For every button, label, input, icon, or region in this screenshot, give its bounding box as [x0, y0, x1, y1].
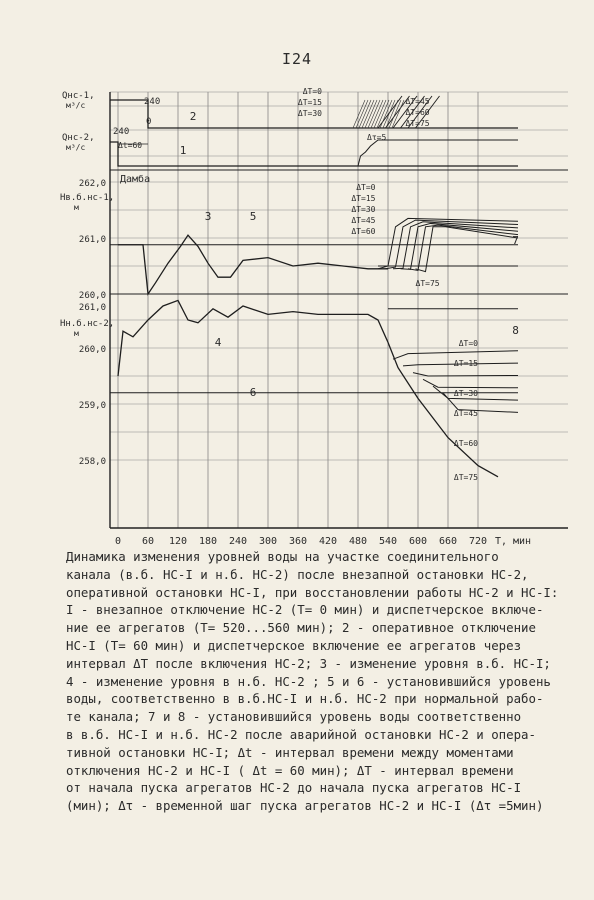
- dT-fan-vb: [408, 225, 518, 270]
- dam-label: Дамба: [120, 174, 151, 185]
- dT-label-nb: ΔT=75: [453, 473, 478, 482]
- dT-label-vb: ΔT=60: [351, 227, 376, 236]
- caption-line: Динамика изменения уровней воды на участке соединительного: [66, 549, 499, 564]
- dT-label-q: ΔT=45: [405, 97, 430, 106]
- caption-line: канала (в.б. НС-I и н.б. НС-2) после внезапной остановки НС-2,: [66, 566, 529, 582]
- y-label-h-nb: Нн.б.нс-2,: [60, 319, 115, 329]
- y-tick-label: 261,0: [78, 235, 106, 245]
- x-tick-label: 60: [141, 536, 155, 547]
- y-tick-label: 261,0: [78, 303, 106, 313]
- x-tick-label: 240: [228, 536, 248, 547]
- caption-line: тивной остановки НС-I; Δt - интервал времени между моментами: [66, 744, 514, 760]
- curve-hs2-restart: [348, 140, 518, 166]
- x-tick-label: 720: [468, 536, 488, 547]
- figure-chart: [0, 70, 594, 548]
- hatch-line: [392, 100, 404, 128]
- curve-number-label: 1: [179, 144, 187, 157]
- dT-label-vb: ΔT=15: [351, 194, 376, 203]
- caption-line: интервал ΔТ после включения НС-2; 3 - изменение уровня в.б. НС-I;: [66, 655, 551, 671]
- dT-label-nb: ΔT=15: [453, 359, 478, 368]
- q-label-240-bottom: 240: [113, 127, 130, 137]
- caption-line: от начала пуска агрегатов НС-2 до начала пуска агрегатов НС-I: [66, 780, 522, 796]
- y-label-h-vb-unit: м: [74, 203, 79, 212]
- caption-line: в в.б. НС-I и н.б. НС-2 после аварийной остановки НС-2 и опера-: [66, 726, 536, 742]
- figure-caption: [66, 548, 578, 815]
- x-axis-label: T, мин: [494, 536, 532, 547]
- dT-label-q: ΔT=30: [297, 109, 322, 118]
- dT-label-vb: ΔT=75: [415, 279, 440, 288]
- curves: [110, 96, 518, 477]
- x-tick-label: 300: [258, 536, 278, 547]
- x-tick-label: 540: [378, 536, 398, 547]
- dT-label-q: ΔT=75: [405, 119, 430, 128]
- y-tick-label: 259,0: [78, 401, 106, 411]
- q-label-0: 0: [146, 117, 152, 127]
- curve-number-label: 4: [214, 336, 222, 349]
- y-label-h-vb: Нв.б.нс-1,: [60, 193, 115, 203]
- hatch-line: [365, 100, 377, 128]
- curve-number-label: 2: [189, 110, 197, 123]
- axes: [110, 92, 568, 528]
- dT-label-nb: ΔT=30: [453, 389, 478, 398]
- hatch-line: [362, 100, 374, 128]
- q-label-dt: Δt=60: [118, 141, 143, 150]
- hatch-line: [380, 100, 392, 128]
- x-tick-label: 600: [408, 536, 428, 547]
- dT-label-q: ΔT=15: [297, 98, 322, 107]
- hatch-line: [368, 100, 380, 128]
- x-tick-label: 660: [438, 536, 458, 547]
- caption-line: ние ее агрегатов (Т= 520...560 мин); 2 - оперативное отключение: [66, 620, 536, 636]
- hatch-line: [353, 100, 365, 128]
- caption-line: отключения НС-2 и НС-I ( Δt = 60 мин); ΔТ - интервал времени: [66, 762, 514, 778]
- y-label-q-hs1: Qнс-1,: [62, 91, 95, 101]
- x-tick-label: 420: [318, 536, 338, 547]
- caption-line: те канала; 7 и 8 - установившийся уровень воды соответственно: [66, 709, 522, 725]
- curve-4-level-nb: [118, 300, 498, 476]
- dT-label-vb: ΔT=45: [351, 216, 376, 225]
- curve-number-label: 6: [249, 386, 257, 399]
- caption-line: НС-I (Т= 60 мин) и диспетчерское включение ее агрегатов через: [66, 637, 522, 653]
- x-tick-label: 480: [348, 536, 368, 547]
- caption-line: оперативной остановки НС-I, при восстановлении работы НС-2 и НС-I:: [66, 584, 559, 600]
- dT-fan-nb: [423, 379, 518, 387]
- x-tick-label: 0: [114, 536, 122, 547]
- y-label-q-hs1-unit: м³/с: [66, 101, 86, 110]
- hatch-line: [359, 100, 371, 128]
- page-number: I24: [281, 50, 313, 68]
- hatch-line: [389, 100, 401, 128]
- y-tick-label: 258,0: [78, 457, 106, 467]
- dT-label-q: ΔT=60: [405, 108, 430, 117]
- curve-1-q-hs2: [110, 142, 518, 166]
- grid: [110, 92, 568, 528]
- dT-fan-vb: [416, 227, 519, 272]
- y-label-q-hs2: Qнс-2,: [62, 133, 95, 143]
- caption-line: воды, соответственно в в.б.НС-I и н.б. НС-2 при нормальной рабо-: [66, 691, 544, 707]
- y-tick-label: 260,0: [78, 291, 106, 301]
- y-label-q-hs2-unit: м³/с: [66, 143, 86, 152]
- x-tick-label: 180: [198, 536, 218, 547]
- dT-label-q: ΔT=0: [302, 87, 322, 96]
- curve-number-label: 5: [249, 210, 257, 223]
- dT-label-nb: ΔT=45: [453, 409, 478, 418]
- dT-fan-nb: [413, 373, 518, 376]
- curve-number-label: 7: [512, 234, 519, 247]
- dT-label-nb: ΔT=60: [453, 439, 478, 448]
- q-label-dt5: Δτ=5: [367, 133, 387, 142]
- q-label-240-top: 240: [144, 97, 161, 107]
- dT-label-vb: ΔT=0: [356, 183, 376, 192]
- y-label-h-nb-unit: м: [74, 329, 79, 338]
- y-tick-label: 260,0: [78, 345, 106, 355]
- caption-line: (мин); Δτ - временной шаг пуска агрегатов НС-2 и НС-I (Δτ =5мин): [66, 798, 544, 814]
- y-tick-label: 262,0: [78, 179, 106, 189]
- x-tick-label: 120: [168, 536, 188, 547]
- dT-label-nb: ΔT=0: [458, 339, 478, 348]
- caption-line: I - внезапное отключение НС-2 (Т= 0 мин) и диспетчерское включе-: [66, 602, 544, 618]
- hatch-line: [374, 100, 386, 128]
- caption-line: 4 - изменение уровня в н.б. НС-2 ; 5 и 6 - установившийся уровень: [66, 673, 551, 689]
- curve-number-label: 8: [512, 324, 519, 337]
- hatch-line: [377, 100, 389, 128]
- dT-fan-nb: [393, 351, 518, 359]
- x-tick-label: 360: [288, 536, 308, 547]
- curve-3-level-vb: [118, 235, 388, 294]
- dT-label-vb: ΔT=30: [351, 205, 376, 214]
- curve-number-label: 3: [204, 210, 212, 223]
